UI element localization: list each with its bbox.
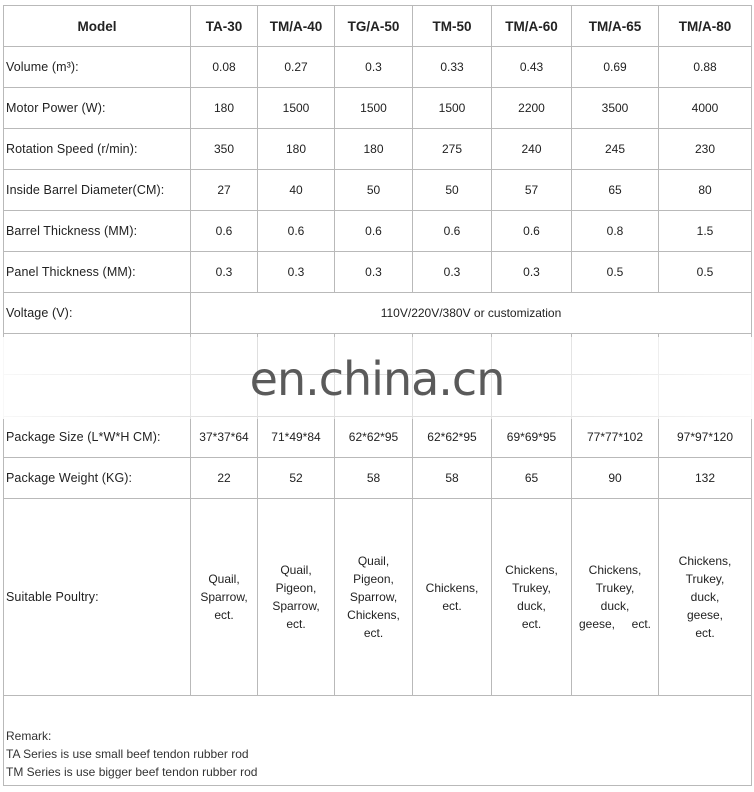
- spec-value: 0.88: [659, 47, 752, 88]
- poultry-item: duck,: [600, 599, 630, 613]
- spec-value: 80: [659, 170, 752, 211]
- row-label: Voltage (V):: [4, 293, 191, 334]
- poultry-item: Chickens,: [588, 563, 642, 577]
- spec-value: 0.3: [492, 252, 572, 293]
- row-label: Motor Power (W):: [4, 88, 191, 129]
- poultry-item: ect.: [363, 626, 384, 640]
- spec-value: 62*62*95: [335, 417, 413, 458]
- spec-value: 0.3: [258, 252, 335, 293]
- spec-value: 0.27: [258, 47, 335, 88]
- poultry-cell: [413, 499, 492, 696]
- spec-value: 180: [335, 129, 413, 170]
- row-label: Package Size (L*W*H CM):: [4, 417, 191, 458]
- spec-value: 57: [492, 170, 572, 211]
- poultry-item: ect.: [286, 617, 306, 631]
- barrel-diameter-row: [4, 170, 752, 211]
- poultry-item: Pigeon,: [353, 572, 394, 586]
- row-label: Suitable Poultry:: [4, 499, 191, 696]
- spec-value: 0.43: [492, 47, 572, 88]
- poultry-item: Quail,: [280, 563, 312, 577]
- spec-value: 350: [191, 129, 258, 170]
- spec-value: 0.3: [413, 252, 492, 293]
- spec-value: 77*77*102: [572, 417, 659, 458]
- poultry-item: Trukey,: [685, 572, 725, 586]
- spec-value: 0.8: [572, 211, 659, 252]
- spec-value: 3500: [572, 88, 659, 129]
- remark-cell: [4, 696, 752, 786]
- spec-value: 240: [492, 129, 572, 170]
- header-row: [4, 6, 752, 47]
- spec-value: 0.69: [572, 47, 659, 88]
- poultry-item: Sparrow,: [349, 590, 398, 604]
- poultry-item: ect.: [521, 617, 542, 631]
- row-label: Inside Barrel Diameter(CM):: [4, 170, 191, 211]
- poultry-cell: [335, 499, 413, 696]
- poultry-cell: [659, 499, 752, 696]
- spec-value: 0.3: [335, 47, 413, 88]
- package-size-row: [4, 417, 752, 458]
- poultry-cell: [492, 499, 572, 696]
- poultry-item: ect.: [214, 608, 234, 622]
- volume-row: [4, 47, 752, 88]
- spec-value: 58: [335, 458, 413, 499]
- spec-value: 22: [191, 458, 258, 499]
- spec-value: 0.6: [413, 211, 492, 252]
- model-name: TM-50: [413, 6, 492, 47]
- spec-value: 0.5: [659, 252, 752, 293]
- spec-value: 58: [413, 458, 492, 499]
- spec-value: 0.6: [258, 211, 335, 252]
- voltage-value: 110V/220V/380V or customization: [191, 293, 752, 334]
- spec-value: 0.5: [572, 252, 659, 293]
- row-label: Barrel Thickness (MM):: [4, 211, 191, 252]
- poultry-item: Sparrow,: [200, 590, 248, 604]
- remark-line: TM Series is use bigger beef tendon rubber rod: [6, 765, 258, 779]
- voltage-row: [4, 293, 752, 334]
- spec-value: 0.3: [191, 252, 258, 293]
- model-name: TM/A-65: [572, 6, 659, 47]
- spec-value: 275: [413, 129, 492, 170]
- poultry-item: Chickens,: [425, 581, 479, 595]
- poultry-row: [4, 499, 752, 696]
- spec-value: 50: [413, 170, 492, 211]
- spec-value: 62*62*95: [413, 417, 492, 458]
- rotation-speed-row: [4, 129, 752, 170]
- spec-value: 132: [659, 458, 752, 499]
- poultry-cell: [191, 499, 258, 696]
- poultry-item: ect.: [442, 599, 462, 613]
- spec-value: 37*37*64: [191, 417, 258, 458]
- poultry-item: Trukey,: [595, 581, 635, 595]
- spec-value: 90: [572, 458, 659, 499]
- barrel-thickness-row: [4, 211, 752, 252]
- spec-value: 180: [191, 88, 258, 129]
- spec-value: 40: [258, 170, 335, 211]
- poultry-item: Chickens,: [505, 563, 558, 577]
- poultry-item: Quail,: [357, 554, 390, 568]
- spec-value: 245: [572, 129, 659, 170]
- panel-thickness-row: [4, 252, 752, 293]
- spec-value: 2200: [492, 88, 572, 129]
- poultry-item: geese, ect.: [578, 617, 652, 631]
- remark-line: TA Series is use small beef tendon rubber rod: [6, 747, 249, 761]
- spec-value: 0.6: [492, 211, 572, 252]
- spec-value: 50: [335, 170, 413, 211]
- row-label: Rotation Speed (r/min):: [4, 129, 191, 170]
- spec-value: 65: [572, 170, 659, 211]
- poultry-item: Trukey,: [512, 581, 551, 595]
- poultry-cell: [258, 499, 335, 696]
- poultry-item: Quail,: [208, 572, 240, 586]
- poultry-item: duck,: [690, 590, 720, 604]
- spec-value: 0.33: [413, 47, 492, 88]
- spec-value: 52: [258, 458, 335, 499]
- watermark: en.china.cn: [249, 352, 505, 406]
- poultry-item: Chickens,: [678, 554, 732, 568]
- spec-value: 65: [492, 458, 572, 499]
- model-name: TM/A-60: [492, 6, 572, 47]
- package-weight-row: [4, 458, 752, 499]
- spec-value: 180: [258, 129, 335, 170]
- model-name: TM/A-80: [659, 6, 752, 47]
- spec-value: 230: [659, 129, 752, 170]
- watermark-band: [0, 337, 754, 419]
- poultry-item: Pigeon,: [275, 581, 317, 595]
- poultry-item: Chickens,: [347, 608, 400, 622]
- spec-value: 71*49*84: [258, 417, 335, 458]
- model-header: Model: [4, 6, 191, 47]
- spec-value: 1.5: [659, 211, 752, 252]
- row-label: Volume (m³):: [4, 47, 191, 88]
- spec-value: 1500: [413, 88, 492, 129]
- spec-value: 0.08: [191, 47, 258, 88]
- model-name: TM/A-40: [258, 6, 335, 47]
- spec-value: 0.6: [335, 211, 413, 252]
- motor-power-row: [4, 88, 752, 129]
- remark-row: [4, 696, 752, 786]
- spec-value: 1500: [258, 88, 335, 129]
- spec-value: 27: [191, 170, 258, 211]
- poultry-item: ect.: [695, 626, 715, 640]
- row-label: Package Weight (KG):: [4, 458, 191, 499]
- row-label: Panel Thickness (MM):: [4, 252, 191, 293]
- poultry-item: duck,: [517, 599, 546, 613]
- spec-value: 0.6: [191, 211, 258, 252]
- model-name: TG/A-50: [335, 6, 413, 47]
- poultry-item: Sparrow,: [272, 599, 320, 613]
- spec-value: 4000: [659, 88, 752, 129]
- poultry-cell: [572, 499, 659, 696]
- spec-value: 69*69*95: [492, 417, 572, 458]
- model-name: TA-30: [191, 6, 258, 47]
- remark-title: Remark:: [6, 729, 52, 743]
- spec-value: 97*97*120: [659, 417, 752, 458]
- spec-value: 1500: [335, 88, 413, 129]
- spec-value: 0.3: [335, 252, 413, 293]
- poultry-item: geese,: [686, 608, 724, 622]
